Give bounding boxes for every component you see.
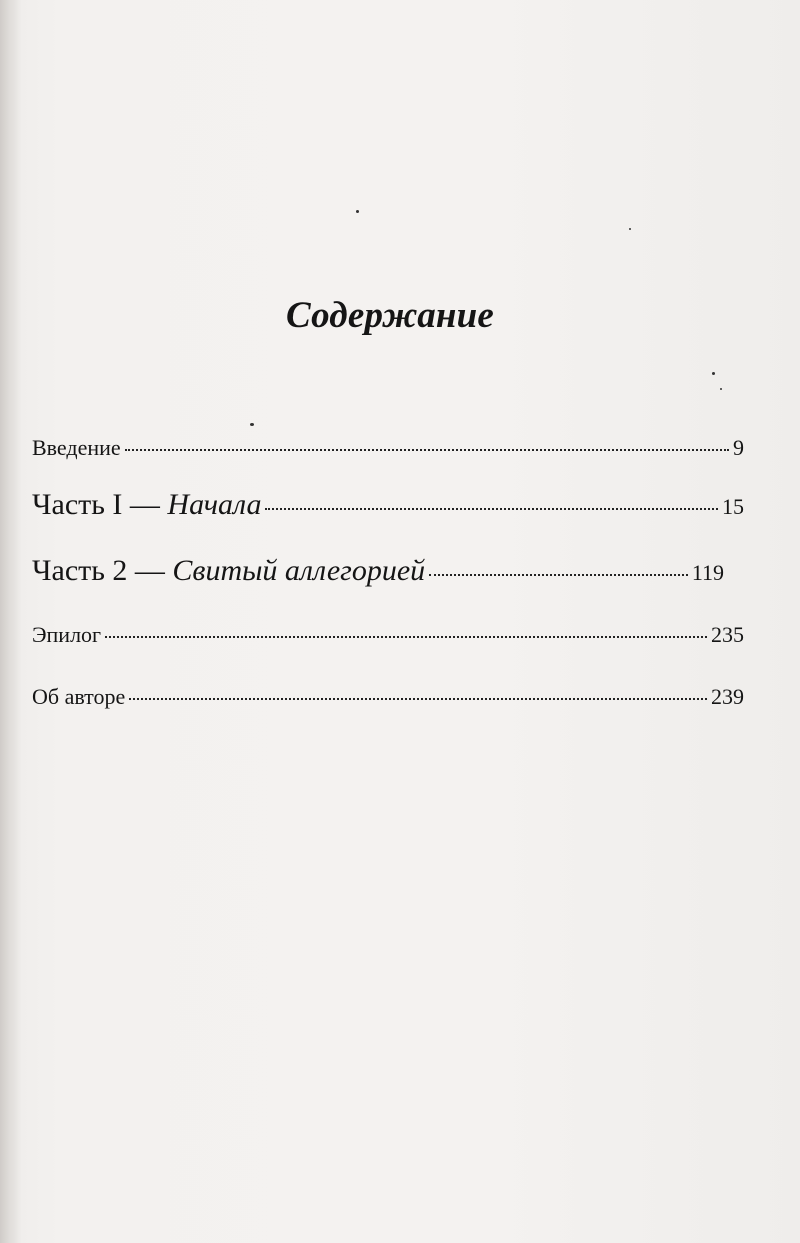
- toc-page-number: 9: [733, 435, 744, 460]
- toc-entry-label: Эпилог: [32, 622, 102, 647]
- toc-entry-label-title: Свитый аллегорией: [172, 554, 426, 587]
- toc-entry-label-title: Начала: [167, 488, 262, 521]
- print-speck: [720, 388, 722, 390]
- toc-entry-label-prefix: Часть I —: [32, 488, 168, 521]
- dot-leader: [429, 574, 688, 576]
- toc-entry-label: [32, 554, 425, 588]
- dot-leader: [129, 698, 707, 700]
- dot-leader: [105, 636, 707, 638]
- table-of-contents-title: Содержание: [285, 295, 495, 336]
- dot-leader: [265, 508, 718, 510]
- print-speck: [629, 228, 631, 230]
- toc-entry-about-author[interactable]: [32, 684, 744, 710]
- toc-entry-epilogue[interactable]: [32, 622, 744, 648]
- print-speck: [250, 423, 254, 426]
- toc-entry-part-2[interactable]: [32, 554, 724, 588]
- toc-page-number: 15: [722, 494, 744, 519]
- toc-entry-introduction[interactable]: [32, 435, 744, 461]
- toc-page-number: 239: [711, 684, 744, 709]
- toc-page-number: 119: [691, 560, 724, 585]
- dot-leader: [125, 449, 729, 451]
- page-binding-edge: [0, 0, 22, 1243]
- print-speck: [356, 210, 359, 213]
- toc-entry-label: [32, 488, 261, 522]
- toc-entry-label: Введение: [32, 435, 121, 460]
- toc-entry-label-prefix: Часть 2 —: [32, 554, 173, 587]
- print-speck: [712, 372, 715, 375]
- toc-entry-part-1[interactable]: [32, 488, 744, 522]
- toc-entry-label: Об авторе: [32, 684, 126, 709]
- toc-page-number: 235: [711, 622, 744, 647]
